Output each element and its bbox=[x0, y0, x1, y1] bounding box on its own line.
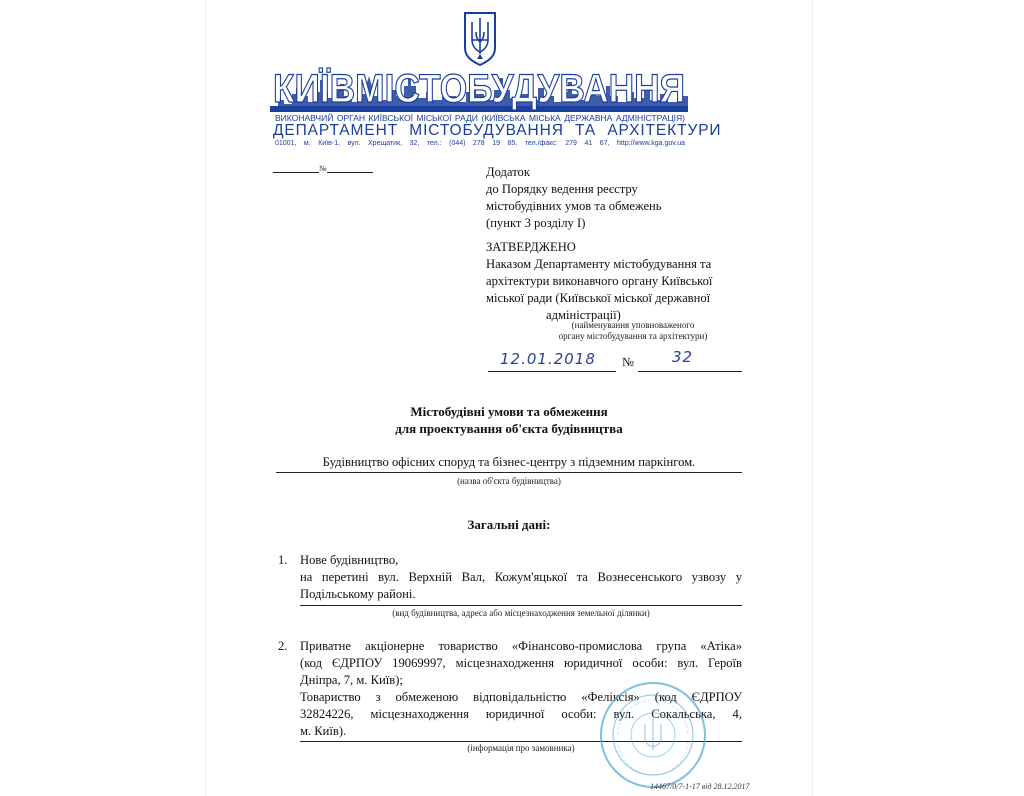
approved-note bbox=[548, 320, 718, 342]
approved-block bbox=[486, 239, 712, 324]
general-heading: Загальні дані: bbox=[467, 517, 551, 532]
registration-line bbox=[273, 163, 373, 173]
item2-number: 2. bbox=[278, 639, 288, 653]
number-underline bbox=[638, 371, 742, 372]
item1-number: 1. bbox=[278, 553, 288, 567]
logo-title: КИЇВМІСТОБУДУВАННЯ bbox=[273, 67, 685, 111]
header-subtitle: ВИКОНАВЧИЙ ОРГАН КИЇВСЬКОЇ МІСЬКОЇ РАДИ (КИЇВСЬКА МІСЬКА ДЕРЖАВНА АДМІНІСТРАЦІЯ) bbox=[275, 113, 685, 123]
object-underline bbox=[276, 472, 742, 473]
item1-line: на перетині вул. Верхній Вал, Кожум'яцької та Вознесенського узвозу у bbox=[300, 570, 742, 584]
item2-line: Приватне акціонерне товариство «Фінансово-промислова група «Атіка» bbox=[300, 639, 742, 653]
approval-number-sign: № bbox=[622, 355, 634, 369]
kyivmistobuduvannia-logo bbox=[270, 66, 688, 112]
item2-line: 32824226, місцезнаходження юридичної особи: вул. Сокальська, 4, bbox=[300, 707, 742, 721]
item1-note: (вид будівництва, адреса або місцезнаходження земельної ділянки) bbox=[392, 608, 650, 618]
footer-reference: 14467/0/7-1-17 від 28.12.2017 bbox=[650, 782, 750, 791]
date-underline bbox=[488, 371, 616, 372]
item1-underline bbox=[300, 605, 742, 606]
approved-note-line: органу містобудування та архітектури) bbox=[558, 331, 708, 341]
appendix-line: (пункт 3 розділу І) bbox=[486, 216, 586, 230]
item2-line: Товариство з обмеженою відповідальністю «Феліксія» (код ЄДРПОУ bbox=[300, 690, 742, 704]
approved-line: міської ради (Київської міської державної bbox=[486, 291, 711, 305]
approval-date: 12.01.2018 bbox=[500, 350, 596, 368]
item2-line: Дніпра, 7, м. Київ); bbox=[300, 673, 403, 687]
header-address: 01001, м. Київ-1, вул. Хрещатик, 32, тел.: (044) 278 19 85, тел./факс: 279 41 67, http://www.kga.gov.ua bbox=[275, 140, 685, 147]
appendix-block bbox=[486, 164, 662, 232]
item2-line: (код ЄДРПОУ 19069997, місцезнаходження юридичної особи: вул. Героїв bbox=[300, 656, 742, 670]
approved-line: архітектури виконавчого органу Київської bbox=[486, 274, 713, 288]
approved-line: Наказом Департаменту містобудування та bbox=[486, 257, 712, 271]
document-title-line1: Містобудівні умови та обмеження bbox=[410, 404, 608, 419]
reg-date-blank bbox=[273, 163, 319, 173]
reg-number-sign: № bbox=[319, 164, 327, 173]
appendix-line: містобудівних умов та обмежень bbox=[486, 199, 662, 213]
object-note: (назва об'єкта будівництва) bbox=[457, 476, 561, 486]
round-stamp bbox=[598, 680, 708, 790]
approved-label: ЗАТВЕРДЖЕНО bbox=[486, 240, 576, 254]
coat-of-arms-emblem bbox=[462, 10, 498, 66]
reg-number-blank bbox=[327, 163, 373, 173]
item2-note: (інформація про замовника) bbox=[467, 743, 575, 753]
item1-line: Нове будівництво, bbox=[300, 553, 399, 567]
appendix-line: Додаток bbox=[486, 165, 530, 179]
approved-note-line: (найменування уповноваженого bbox=[571, 320, 695, 330]
item1-line: Подільському районі. bbox=[300, 587, 416, 601]
document-title-line2: для проектування об'єкта будівництва bbox=[395, 421, 623, 436]
department-name: ДЕПАРТАМЕНТ МІСТОБУДУВАННЯ ТА АРХІТЕКТУРИ bbox=[273, 122, 722, 139]
appendix-line: до Порядку ведення реєстру bbox=[486, 182, 638, 196]
approved-line: адміністрації) bbox=[546, 308, 621, 322]
approval-number: 32 bbox=[672, 348, 694, 366]
item2-line: м. Київ). bbox=[300, 724, 347, 738]
object-name: Будівництво офісних споруд та бізнес-центру з підземним паркінгом. bbox=[322, 455, 696, 469]
